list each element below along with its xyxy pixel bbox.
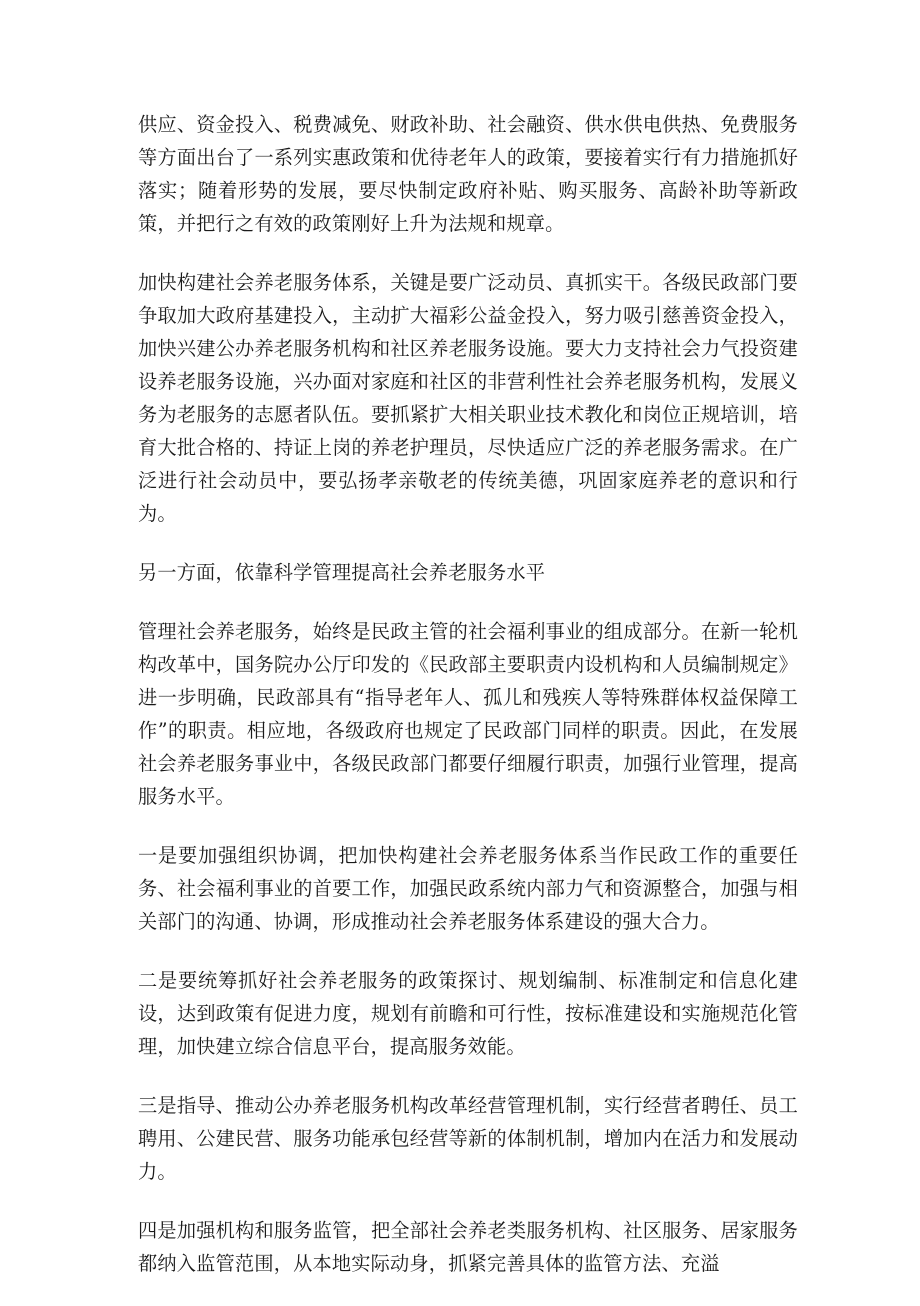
paragraph-policy-implementation: 供应、资金投入、税费减免、财政补助、社会融资、供水供电供热、免费服务等方面出台了一系列实惠政策和优待老年人的政策，要接着实行有力措施抓好落实；随着形势的发展，要尽快制定政府补贴、购买服务、高龄补助等新政策，并把行之有效的政策刚好上升为法规和规章。	[138, 113, 798, 235]
paragraph-build-service-system: 加快构建社会养老服务体系，关键是要广泛动员、真抓实干。各级民政部门要争取加大政府基建投入，主动扩大福彩公益金投入，努力吸引慈善资金投入，加快兴建公办养老服务机构和社区养老服务设施。要大力支持社会力气投资建设养老服务设施，兴办面对家庭和社区的非营利性社会养老服务机构，发展义务为老服务的志愿者队伍。要抓紧扩大相关职业技术教化和岗位正规培训，培育大批合格的、持证上岗的养老护理员，尽快适应广泛的养老服务需求。在广泛进行社会动员中，要弘扬孝亲敬老的传统美德，巩固家庭养老的意识和行为。	[138, 271, 798, 525]
paragraph-point-one: 一是要加强组织协调，把加快构建社会养老服务体系当作民政工作的重要任务、社会福利事业的首要工作，加强民政系统内部力气和资源整合，加强与相关部门的沟通、协调，形成推动社会养老服务体系建设的强大合力。	[138, 844, 798, 933]
paragraph-point-two: 二是要统筹抓好社会养老服务的政策探讨、规划编制、标准制定和信息化建设，达到政策有促进力度，规划有前瞻和可行性，按标准建设和实施规范化管理，加快建立综合信息平台，提高服务效能。	[138, 969, 798, 1058]
document-body	[138, 108, 798, 1306]
section-heading-scientific-management: 另一方面，依靠科学管理提高社会养老服务水平	[138, 561, 546, 584]
paragraph-point-four: 四是加强机构和服务监管，把全部社会养老类服务机构、社区服务、居家服务都纳入监管范围，从本地实际动身，抓紧完善具体的监管方法、充溢	[138, 1219, 798, 1275]
paragraph-point-three: 三是指导、推动公办养老服务机构改革经营管理机制，实行经营者聘任、员工聘用、公建民营、服务功能承包经营等新的体制机制，增加内在活力和发展动力。	[138, 1094, 798, 1183]
paragraph-management-responsibility: 管理社会养老服务，始终是民政主管的社会福利事业的组成部分。在新一轮机构改革中，国务院办公厅印发的《民政部主要职责内设机构和人员编制规定》进一步明确，民政部具有“指导老年人、孤儿和残疾人等特殊群体权益保障工作”的职责。相应地，各级政府也规定了民政部门同样的职责。因此，在发展社会养老服务事业中，各级民政部门都要仔细履行职责，加强行业管理，提高服务水平。	[138, 620, 798, 808]
